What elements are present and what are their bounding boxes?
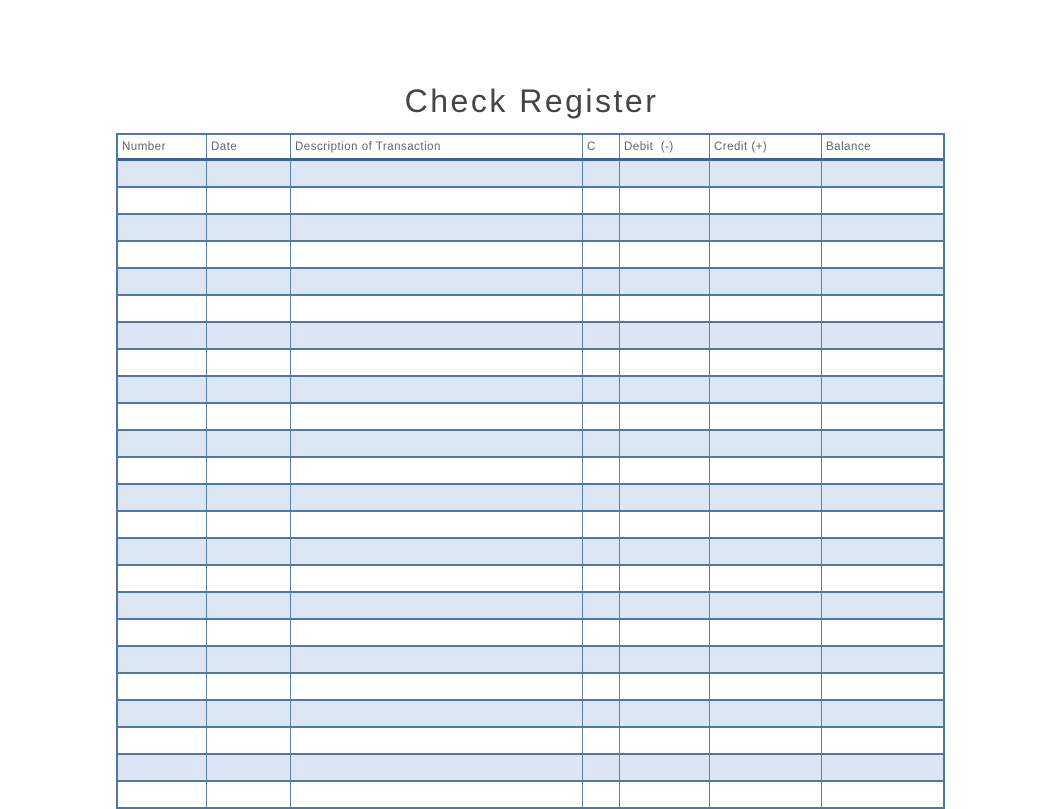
cell-credit bbox=[710, 215, 822, 240]
column-header-balance: Balance bbox=[826, 140, 872, 153]
cell-debit bbox=[620, 242, 710, 267]
register-row bbox=[118, 431, 943, 458]
register-row bbox=[118, 593, 943, 620]
cell-date bbox=[207, 161, 291, 186]
cell-credit bbox=[710, 404, 822, 429]
cell-description bbox=[291, 188, 583, 213]
cell-c bbox=[583, 566, 620, 591]
cell-balance bbox=[822, 647, 943, 672]
cell-date bbox=[207, 593, 291, 618]
cell-date bbox=[207, 377, 291, 402]
table-body bbox=[118, 161, 943, 809]
cell-date bbox=[207, 296, 291, 321]
cell-debit bbox=[620, 323, 710, 348]
register-row bbox=[118, 215, 943, 242]
cell-c bbox=[583, 728, 620, 753]
cell-credit bbox=[710, 755, 822, 780]
column-header-date: Date bbox=[207, 135, 291, 158]
register-row bbox=[118, 620, 943, 647]
cell-c bbox=[583, 296, 620, 321]
cell-debit bbox=[620, 674, 710, 699]
cell-debit bbox=[620, 485, 710, 510]
cell-balance bbox=[822, 377, 943, 402]
register-row bbox=[118, 296, 943, 323]
cell-description bbox=[291, 620, 583, 645]
cell-credit bbox=[710, 728, 822, 753]
cell-debit bbox=[620, 593, 710, 618]
cell-date bbox=[207, 566, 291, 591]
cell-debit bbox=[620, 566, 710, 591]
cell-date bbox=[207, 404, 291, 429]
cell-credit bbox=[710, 161, 822, 186]
register-row bbox=[118, 539, 943, 566]
cell-debit bbox=[620, 620, 710, 645]
register-row bbox=[118, 161, 943, 188]
cell-c bbox=[583, 647, 620, 672]
cell-debit bbox=[620, 431, 710, 456]
cell-date bbox=[207, 728, 291, 753]
cell-credit bbox=[710, 782, 822, 807]
cell-credit bbox=[710, 377, 822, 402]
cell-description bbox=[291, 647, 583, 672]
cell-number bbox=[118, 512, 207, 537]
cell-description bbox=[291, 782, 583, 807]
cell-number bbox=[118, 377, 207, 402]
cell-debit bbox=[620, 269, 710, 294]
cell-date bbox=[207, 512, 291, 537]
column-header-number: Number bbox=[118, 135, 207, 158]
cell-date bbox=[207, 350, 291, 375]
cell-number bbox=[118, 188, 207, 213]
cell-number bbox=[118, 728, 207, 753]
cell-date bbox=[207, 674, 291, 699]
cell-balance bbox=[822, 296, 943, 321]
cell-date bbox=[207, 431, 291, 456]
cell-credit bbox=[710, 512, 822, 537]
cell-c bbox=[583, 674, 620, 699]
cell-balance bbox=[822, 539, 943, 564]
cell-debit bbox=[620, 350, 710, 375]
cell-debit bbox=[620, 647, 710, 672]
cell-balance bbox=[822, 566, 943, 591]
cell-credit bbox=[710, 431, 822, 456]
cell-c bbox=[583, 593, 620, 618]
cell-balance bbox=[822, 782, 943, 807]
cell-debit bbox=[620, 539, 710, 564]
cell-credit bbox=[710, 539, 822, 564]
cell-date bbox=[207, 188, 291, 213]
cell-c bbox=[583, 215, 620, 240]
cell-balance bbox=[822, 323, 943, 348]
cell-description bbox=[291, 512, 583, 537]
cell-number bbox=[118, 242, 207, 267]
cell-debit bbox=[620, 782, 710, 807]
cell-balance bbox=[822, 512, 943, 537]
cell-description bbox=[291, 701, 583, 726]
cell-number bbox=[118, 782, 207, 807]
cell-c bbox=[583, 485, 620, 510]
cell-number bbox=[118, 647, 207, 672]
cell-credit bbox=[710, 296, 822, 321]
cell-description bbox=[291, 458, 583, 483]
column-header-description: Description of Transaction bbox=[291, 135, 583, 158]
register-row bbox=[118, 404, 943, 431]
register-row bbox=[118, 458, 943, 485]
column-header-debit: Debit (-) bbox=[620, 135, 710, 158]
cell-number bbox=[118, 620, 207, 645]
cell-balance bbox=[822, 458, 943, 483]
cell-c bbox=[583, 458, 620, 483]
cell-description bbox=[291, 242, 583, 267]
check-register-table bbox=[116, 133, 945, 809]
cell-credit bbox=[710, 701, 822, 726]
cell-c bbox=[583, 620, 620, 645]
cell-credit bbox=[710, 566, 822, 591]
cell-number bbox=[118, 296, 207, 321]
cell-date bbox=[207, 269, 291, 294]
register-row bbox=[118, 485, 943, 512]
register-row bbox=[118, 269, 943, 296]
cell-balance bbox=[822, 161, 943, 186]
cell-balance bbox=[822, 755, 943, 780]
register-row bbox=[118, 350, 943, 377]
cell-debit bbox=[620, 755, 710, 780]
cell-balance bbox=[822, 674, 943, 699]
cell-description bbox=[291, 674, 583, 699]
cell-balance bbox=[822, 215, 943, 240]
cell-debit bbox=[620, 188, 710, 213]
cell-number bbox=[118, 539, 207, 564]
cell-number bbox=[118, 458, 207, 483]
cell-description bbox=[291, 215, 583, 240]
cell-credit bbox=[710, 674, 822, 699]
cell-c bbox=[583, 377, 620, 402]
cell-date bbox=[207, 755, 291, 780]
register-row bbox=[118, 377, 943, 404]
column-header-credit: Credit (+) bbox=[710, 135, 822, 158]
cell-credit bbox=[710, 593, 822, 618]
register-row bbox=[118, 782, 943, 809]
cell-c bbox=[583, 350, 620, 375]
cell-number bbox=[118, 674, 207, 699]
cell-c bbox=[583, 431, 620, 456]
cell-date bbox=[207, 620, 291, 645]
cell-debit bbox=[620, 512, 710, 537]
cell-credit bbox=[710, 188, 822, 213]
page-title: Check Register bbox=[404, 83, 659, 119]
register-row bbox=[118, 647, 943, 674]
cell-debit bbox=[620, 296, 710, 321]
cell-description bbox=[291, 296, 583, 321]
cell-date bbox=[207, 215, 291, 240]
cell-date bbox=[207, 242, 291, 267]
cell-date bbox=[207, 323, 291, 348]
cell-balance bbox=[822, 188, 943, 213]
cell-balance bbox=[822, 404, 943, 429]
cell-description bbox=[291, 350, 583, 375]
cell-number bbox=[118, 404, 207, 429]
cell-c bbox=[583, 323, 620, 348]
register-row bbox=[118, 566, 943, 593]
cell-description bbox=[291, 593, 583, 618]
cell-credit bbox=[710, 242, 822, 267]
cell-debit bbox=[620, 161, 710, 186]
cell-description bbox=[291, 161, 583, 186]
cell-c bbox=[583, 404, 620, 429]
cell-number bbox=[118, 269, 207, 294]
cell-credit bbox=[710, 269, 822, 294]
cell-debit bbox=[620, 458, 710, 483]
cell-number bbox=[118, 485, 207, 510]
cell-debit bbox=[620, 215, 710, 240]
cell-description bbox=[291, 431, 583, 456]
cell-description bbox=[291, 566, 583, 591]
cell-number bbox=[118, 323, 207, 348]
cell-c bbox=[583, 242, 620, 267]
cell-balance bbox=[822, 350, 943, 375]
cell-number bbox=[118, 431, 207, 456]
cell-c bbox=[583, 539, 620, 564]
cell-date bbox=[207, 701, 291, 726]
cell-date bbox=[207, 485, 291, 510]
cell-description bbox=[291, 404, 583, 429]
cell-credit bbox=[710, 458, 822, 483]
cell-c bbox=[583, 512, 620, 537]
cell-credit bbox=[710, 323, 822, 348]
cell-debit bbox=[620, 404, 710, 429]
register-row bbox=[118, 728, 943, 755]
cell-balance bbox=[822, 242, 943, 267]
table-header-row bbox=[118, 135, 943, 161]
cell-date bbox=[207, 539, 291, 564]
cell-balance bbox=[822, 620, 943, 645]
cell-debit bbox=[620, 377, 710, 402]
cell-number bbox=[118, 701, 207, 726]
cell-c bbox=[583, 701, 620, 726]
cell-number bbox=[118, 215, 207, 240]
cell-date bbox=[207, 647, 291, 672]
cell-c bbox=[583, 161, 620, 186]
cell-credit bbox=[710, 620, 822, 645]
cell-number bbox=[118, 593, 207, 618]
register-row bbox=[118, 323, 943, 350]
cell-c bbox=[583, 782, 620, 807]
cell-credit bbox=[710, 485, 822, 510]
register-row bbox=[118, 701, 943, 728]
register-row bbox=[118, 188, 943, 215]
cell-debit bbox=[620, 701, 710, 726]
cell-description bbox=[291, 323, 583, 348]
cell-description bbox=[291, 539, 583, 564]
cell-c bbox=[583, 755, 620, 780]
cell-number bbox=[118, 161, 207, 186]
cell-balance bbox=[822, 593, 943, 618]
cell-credit bbox=[710, 647, 822, 672]
register-row bbox=[118, 674, 943, 701]
cell-description bbox=[291, 269, 583, 294]
cell-c bbox=[583, 188, 620, 213]
cell-description bbox=[291, 377, 583, 402]
cell-balance bbox=[822, 485, 943, 510]
cell-description bbox=[291, 755, 583, 780]
cell-description bbox=[291, 485, 583, 510]
cell-balance bbox=[822, 269, 943, 294]
cell-date bbox=[207, 458, 291, 483]
cell-balance bbox=[822, 728, 943, 753]
cell-number bbox=[118, 350, 207, 375]
cell-description bbox=[291, 728, 583, 753]
register-row bbox=[118, 755, 943, 782]
cell-balance bbox=[822, 431, 943, 456]
register-row bbox=[118, 242, 943, 269]
cell-number bbox=[118, 755, 207, 780]
cell-balance bbox=[822, 701, 943, 726]
cell-credit bbox=[710, 350, 822, 375]
cell-debit bbox=[620, 728, 710, 753]
cell-date bbox=[207, 782, 291, 807]
cell-c bbox=[583, 269, 620, 294]
register-row bbox=[118, 512, 943, 539]
column-header-c: C bbox=[583, 135, 620, 158]
cell-number bbox=[118, 566, 207, 591]
